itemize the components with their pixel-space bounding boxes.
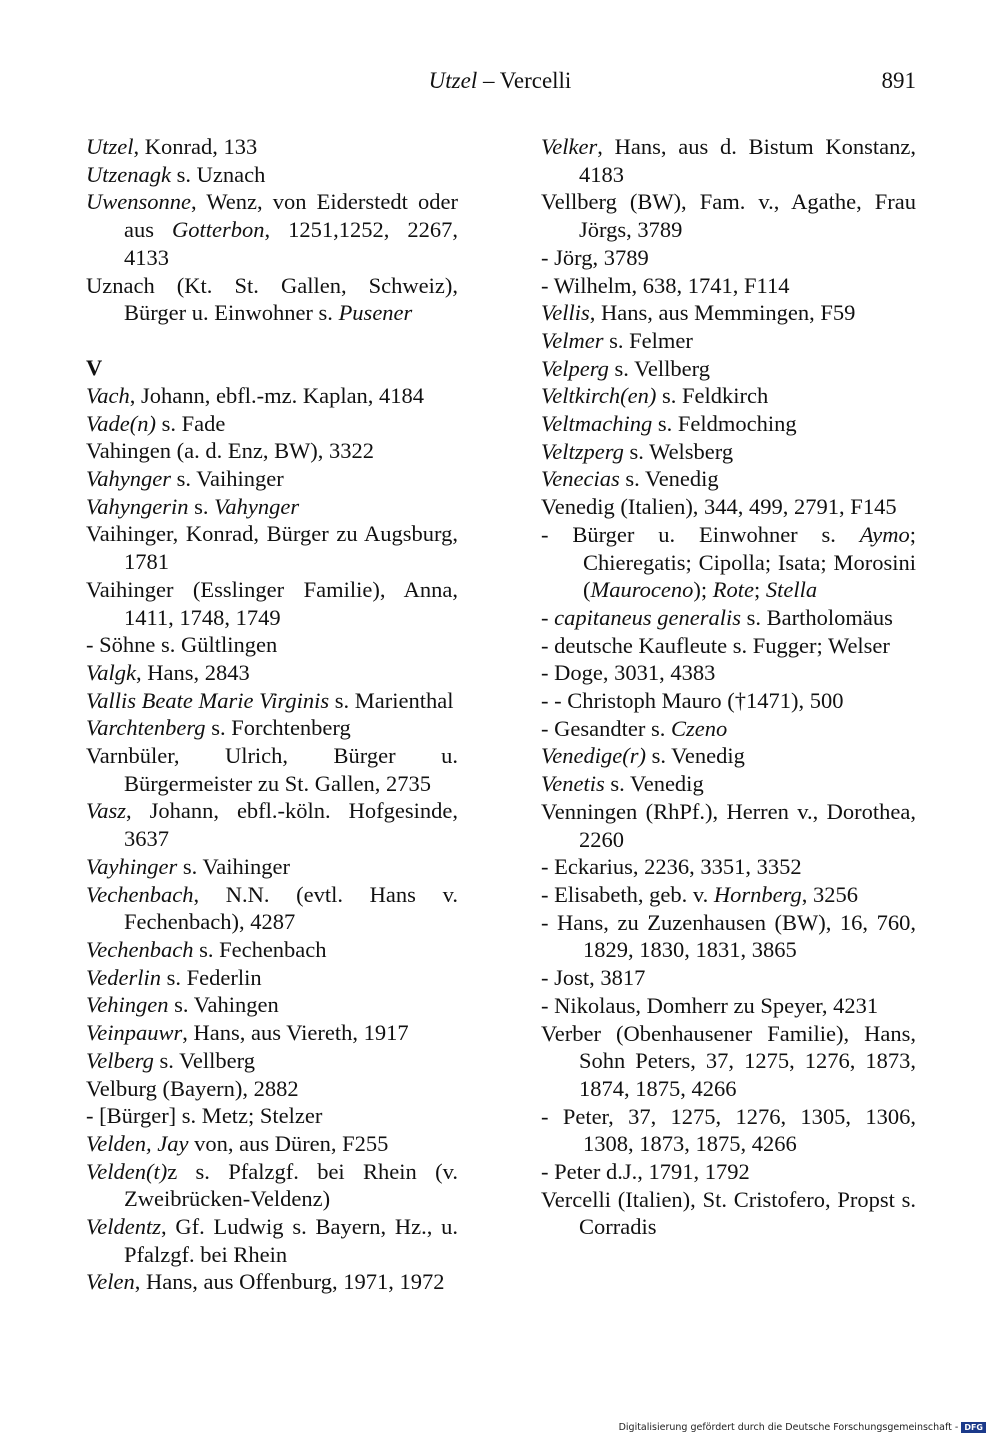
index-entry (86, 465, 458, 493)
entry-italic-text: Veltkirch(en) (541, 383, 657, 409)
entry-italic-text: capitaneus generalis (554, 604, 741, 630)
entry-text: s. Vellberg (153, 1047, 255, 1073)
entry-italic-text: Uwensonne (86, 189, 191, 215)
index-entry (86, 1075, 458, 1103)
entry-text: , N.N. (evtl. Hans v. Fechenbach), 4287 (124, 881, 458, 935)
index-entry (541, 964, 916, 992)
entry-italic-text: Venetis (541, 771, 605, 797)
entry-italic-text: Vade(n) (86, 410, 156, 436)
index-entry (541, 355, 916, 383)
entry-text: , Hans, 2843 (136, 659, 250, 685)
entry-text: Venningen (RhPf.), Herren v., Dorothea, 2260 (541, 798, 916, 852)
index-entry (86, 936, 458, 964)
index-entry (541, 1103, 916, 1158)
entry-italic-text: Vahyngerin (86, 493, 189, 519)
footer-text: Digitalisierung gefördert durch die Deutsche Forschungsgemeinschaft - (618, 1422, 959, 1433)
entry-text: von, aus Düren, F255 (188, 1130, 389, 1156)
entry-text: - Bürger u. Einwohner s. (541, 521, 860, 547)
entry-text: s. Marienthal (329, 687, 454, 713)
entry-text: - Elisabeth, geb. v. (541, 881, 714, 907)
entry-text: s. Feldmoching (652, 411, 797, 437)
index-entry (541, 742, 916, 770)
entry-italic-text: Vayhinger (86, 853, 178, 879)
running-title-italic: Utzel (428, 68, 478, 93)
index-entry (86, 964, 458, 992)
index-entry (86, 853, 458, 881)
entry-text: , Konrad, 133 (133, 134, 258, 159)
entry-italic-text: Vallis Beate Marie Virginis (86, 687, 330, 713)
entry-text: s. Bartholomäus (740, 604, 893, 630)
index-entry (541, 327, 916, 355)
left-entries-u (86, 133, 458, 327)
index-entry (86, 1019, 458, 1047)
dfg-logo: DFG (961, 1422, 986, 1433)
entry-italic-text: Valgk (86, 659, 136, 685)
entry-italic-text: Veldentz (86, 1214, 161, 1240)
entry-italic-text: Aymo (859, 521, 910, 547)
entry-text: s. Forchtenberg (205, 715, 351, 741)
entry-text: s. Fade (155, 410, 226, 436)
index-entry (541, 410, 916, 438)
entry-text: s. Vaihinger (170, 466, 284, 492)
entry-italic-text: Venedige(r) (541, 743, 646, 769)
running-title-rest: – Vercelli (477, 68, 572, 93)
index-entry (86, 797, 458, 852)
running-header (0, 64, 1000, 98)
entry-italic-text: Utzenagk (86, 161, 171, 187)
index-entry (86, 520, 458, 575)
index-entry (541, 465, 916, 493)
entry-italic-text: Gotterbon (172, 217, 265, 243)
entry-text: s. Federlin (160, 964, 262, 990)
entry-text: s. Fechenbach (193, 936, 327, 962)
entry-text: - Jörg, 3789 (541, 244, 649, 270)
entry-text: Vaihinger (Esslinger Familie), Anna, 1411, 1748, 1749 (86, 576, 458, 630)
right-column (541, 133, 916, 1241)
entry-text: - Wilhelm, 638, 1741, F114 (541, 272, 790, 298)
entry-text: ); (693, 577, 713, 603)
index-entry (541, 1158, 916, 1186)
index-entry (86, 991, 458, 1019)
entry-text: - Eckarius, 2236, 3351, 3352 (541, 854, 802, 880)
entry-text: Venedig (Italien), 344, 499, 2791, F145 (541, 494, 897, 520)
index-entry (86, 188, 458, 271)
entry-italic-text: Veinpauwr (86, 1020, 183, 1046)
entry-italic-text: Vehingen (86, 992, 169, 1018)
index-entry (541, 687, 916, 715)
index-entry (541, 521, 916, 604)
index-entry (86, 576, 458, 631)
entry-italic-text: Veltmaching (541, 411, 653, 437)
entry-text: Velburg (Bayern), 2882 (86, 1075, 299, 1101)
right-entries (541, 133, 916, 1241)
entry-italic-text: Velden(t) (86, 1158, 168, 1184)
entry-text: s. Vahingen (168, 992, 279, 1018)
entry-italic-text: Vahynger (86, 466, 171, 492)
index-entry (86, 881, 458, 936)
index-entry (541, 715, 916, 743)
entry-text: , Johann, ebfl.-köln. Hofgesinde, 3637 (124, 798, 458, 852)
entry-text: - Doge, 3031, 4383 (541, 660, 716, 686)
entry-italic-text: Varchtenberg (86, 715, 206, 741)
entry-text: s. Venedig (604, 771, 704, 797)
index-entry (541, 133, 916, 188)
entry-text: z s. Pfalzgf. bei Rhein (v. Zweibrücken-Veldenz) (124, 1158, 458, 1212)
entry-italic-text: Vechenbach (86, 936, 194, 962)
entry-italic-text: Rote (712, 577, 754, 603)
entry-text: ; (754, 577, 766, 603)
index-entry (86, 493, 458, 521)
index-entry (541, 438, 916, 466)
entry-italic-text: Pusener (338, 300, 413, 326)
entry-italic-text: Hornberg (713, 881, 802, 907)
entry-text: - Gesandter s. (541, 715, 671, 741)
running-title (0, 64, 1000, 98)
entry-text: , Hans, aus Offenburg, 1971, 1972 (134, 1269, 445, 1295)
index-entry (541, 770, 916, 798)
index-entry (541, 299, 916, 327)
index-entry (541, 659, 916, 687)
index-entry (541, 604, 916, 632)
page-number: 891 (881, 68, 916, 93)
entry-italic-text: Vechenbach (86, 881, 194, 907)
entry-italic-text: Vellis (541, 300, 590, 326)
index-entry (541, 632, 916, 660)
index-entry (86, 410, 458, 438)
entry-text: s. Uznach (170, 161, 266, 187)
entry-italic-text: Velmer (541, 327, 604, 353)
entry-italic-text: Velperg (541, 355, 609, 381)
entry-text: s. Vaihinger (177, 853, 290, 879)
entry-text: ; Chieregatis; Cipolla; Isata; Morosini ( (583, 521, 916, 603)
index-entry (86, 382, 458, 410)
left-column (86, 133, 458, 1296)
entry-italic-text: Velberg (86, 1047, 154, 1073)
entry-italic-text: Mauroceno (590, 577, 694, 603)
entry-text: s. Welsberg (623, 438, 734, 464)
entry-text: , Gf. Ludwig s. Bayern, Hz., u. Pfalzgf. bei Rhein (124, 1214, 458, 1267)
entry-text: Vahingen (a. d. Enz, BW), 3322 (86, 438, 375, 464)
index-entry (86, 133, 458, 161)
entry-text: , Hans, aus Viereth, 1917 (182, 1020, 409, 1046)
entry-text: s. (188, 493, 215, 519)
index-entry (86, 1130, 458, 1158)
entry-text: , 3256 (801, 881, 859, 907)
index-entry (86, 437, 458, 465)
index-entry (541, 909, 916, 964)
entry-italic-text: Vach (86, 382, 130, 408)
entry-italic-text: Veltzperg (541, 438, 624, 464)
entry-text: s. Feldkirch (656, 383, 769, 409)
entry-text: - (541, 604, 555, 630)
index-entry (86, 161, 458, 189)
index-entry (541, 1020, 916, 1103)
entry-text: - Nikolaus, Domherr zu Speyer, 4231 (541, 992, 879, 1018)
index-entry (86, 631, 458, 659)
left-entries-v (86, 382, 458, 1296)
entry-italic-text: Vederlin (86, 964, 161, 990)
entry-text: - Hans, zu Zuzenhausen (BW), 16, 760, 1829, 1830, 1831, 3865 (541, 909, 916, 963)
entry-text: Vaihinger, Konrad, Bürger zu Augsburg, 1781 (86, 521, 458, 575)
entry-text: , 1251,1252, 2267, 4133 (124, 217, 458, 270)
index-entry (541, 853, 916, 881)
entry-text: , Johann, ebfl.-mz. Kaplan, 4184 (129, 382, 425, 408)
index-entry (541, 272, 916, 300)
footer-credit (619, 1422, 986, 1433)
entry-text: - Söhne s. Gültlingen (86, 632, 278, 658)
index-entry (86, 1047, 458, 1075)
entry-text: - [Bürger] s. Metz; Stelzer (86, 1103, 323, 1129)
entry-italic-text: Venecias (541, 466, 620, 492)
entry-italic-text: Velker (541, 134, 598, 159)
entry-text: - Jost, 3817 (541, 965, 646, 991)
entry-italic-text: Velen (86, 1269, 135, 1295)
entry-text: - Peter d.J., 1791, 1792 (541, 1159, 750, 1185)
index-entry (541, 1186, 916, 1241)
index-entry (86, 1213, 458, 1268)
index-entry (541, 992, 916, 1020)
entry-italic-text: Stella (765, 577, 818, 603)
index-entry (86, 1268, 458, 1296)
entry-text: Vellberg (BW), Fam. v., Agathe, Frau Jörgs, 3789 (541, 189, 916, 243)
entry-italic-text: Utzel (86, 134, 134, 159)
entry-text: Uznach (Kt. St. Gallen, Schweiz), Bürger u. Einwohner s. (86, 272, 458, 326)
entry-text: - deutsche Kaufleute s. Fugger; Welser (541, 632, 890, 658)
index-entry (541, 188, 916, 243)
index-entry (86, 1158, 458, 1213)
index-entry (541, 881, 916, 909)
entry-text: , Hans, aus Memmingen, F59 (589, 300, 856, 326)
index-entry (541, 798, 916, 853)
entry-italic-text: Czeno (670, 715, 728, 741)
entry-text: Verber (Obenhausener Familie), Hans, Sohn Peters, 37, 1275, 1276, 1873, 1874, 1875, 4266 (541, 1020, 916, 1101)
index-entry (86, 742, 458, 797)
index-entry (541, 493, 916, 521)
index-entry (86, 1102, 458, 1130)
entry-text: , Wenz, von Eiderstedt oder aus (124, 189, 458, 243)
entry-text: s. Venedig (645, 743, 745, 769)
index-entry (541, 244, 916, 272)
section-letter: V (86, 354, 103, 380)
index-entry (541, 382, 916, 410)
entry-text: - Peter, 37, 1275, 1276, 1305, 1306, 1308, 1873, 1875, 4266 (541, 1103, 916, 1157)
entry-italic-text: Vahynger (214, 493, 300, 519)
index-entry (86, 687, 458, 715)
index-entry (86, 714, 458, 742)
entry-text: , Hans, aus d. Bistum Konstanz, 4183 (579, 134, 916, 187)
entry-text: s. Vellberg (608, 355, 710, 381)
entry-text: s. Venedig (619, 466, 719, 492)
index-entry (86, 659, 458, 687)
entry-text: Varnbüler, Ulrich, Bürger u. Bürgermeister zu St. Gallen, 2735 (86, 743, 458, 796)
entry-italic-text: Velden, Jay (86, 1130, 189, 1156)
entry-text: Vercelli (Italien), St. Cristofero, Propst s. Corradis (541, 1186, 916, 1240)
entry-italic-text: Vasz (86, 798, 127, 824)
entry-text: s. Felmer (603, 327, 693, 353)
index-entry (86, 272, 458, 327)
entry-text: - - Christoph Mauro (†1471), 500 (541, 688, 844, 714)
